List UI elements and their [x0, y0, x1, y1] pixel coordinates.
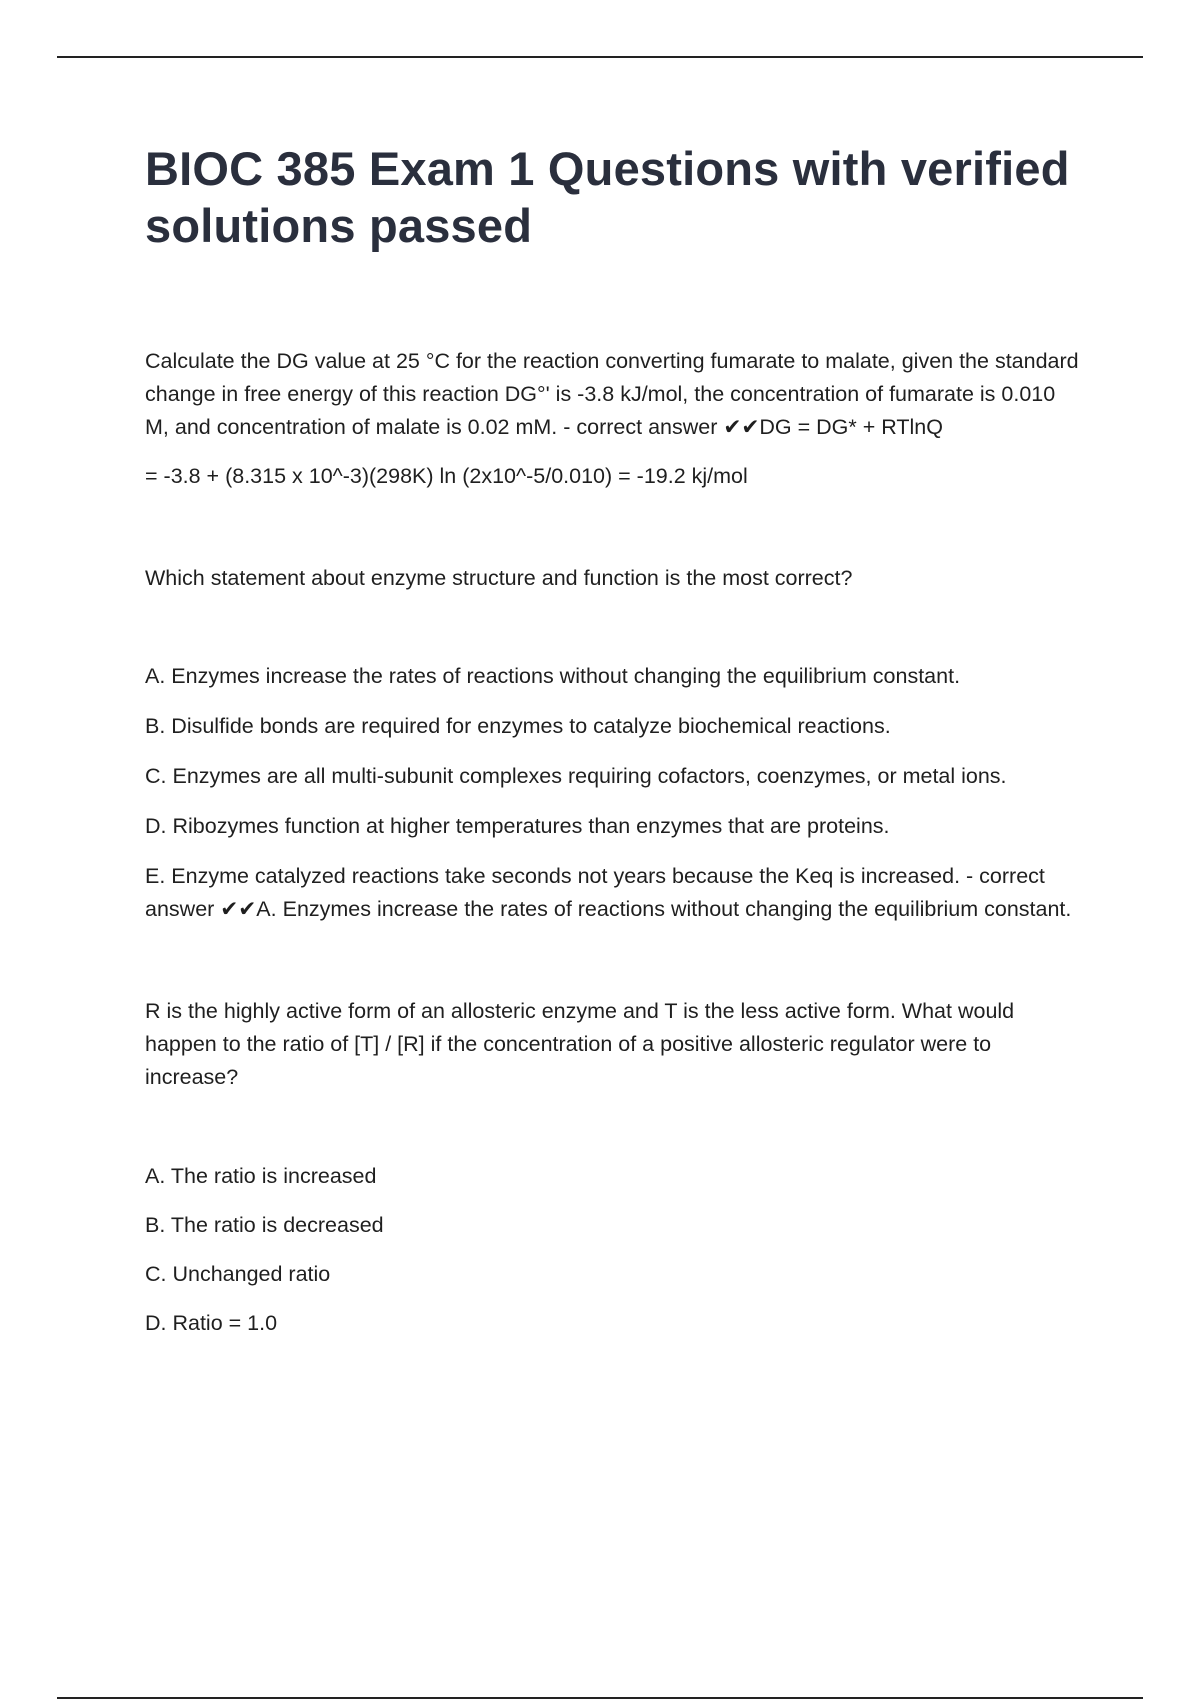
- document-body: [145, 140, 1085, 1340]
- question-3-option-c: C. Unchanged ratio: [145, 1262, 331, 1286]
- question-1-calculation: = -3.8 + (8.315 x 10^-3)(298K) ln (2x10^-5/0.010) = -19.2 kj/mol: [145, 464, 748, 488]
- question-2-option-d: D. Ribozymes function at higher temperatures than enzymes that are proteins.: [145, 814, 890, 838]
- question-2-text: Which statement about enzyme structure and function is the most correct?: [145, 566, 853, 590]
- question-1-text: Calculate the DG value at 25 °C for the reaction converting fumarate to malate, given the standard change in free energy of this reaction DG°' is -3.8 kJ/mol, the concentration of fumarate is 0.010 M, and concentration of malate is 0.02 mM. - correct answer ✔✔DG = DG* + RTlnQ: [145, 349, 1079, 439]
- question-3-option-b: B. The ratio is decreased: [145, 1213, 384, 1237]
- question-2-option-c: C. Enzymes are all multi-subunit complexes requiring cofactors, coenzymes, or metal ions.: [145, 764, 1007, 788]
- footer-rule: [57, 1697, 1143, 1699]
- question-3-text: R is the highly active form of an allosteric enzyme and T is the less active form. What would happen to the ratio of [T] / [R] if the concentration of a positive allosteric regulator were to increase?: [145, 999, 1015, 1089]
- question-3-option-a: A. The ratio is increased: [145, 1164, 377, 1188]
- header-rule: [57, 56, 1143, 58]
- document-title: BIOC 385 Exam 1 Questions with verified solutions passed: [145, 142, 1070, 252]
- question-2-option-b: B. Disulfide bonds are required for enzymes to catalyze biochemical reactions.: [145, 714, 891, 738]
- question-3-option-d: D. Ratio = 1.0: [145, 1311, 278, 1335]
- question-2-option-a: A. Enzymes increase the rates of reactions without changing the equilibrium constant.: [145, 664, 961, 688]
- question-2-option-e: E. Enzyme catalyzed reactions take seconds not years because the Keq is increased. - correct answer ✔✔A. Enzymes increase the rates of reactions without changing the equilibrium constant.: [145, 864, 1072, 921]
